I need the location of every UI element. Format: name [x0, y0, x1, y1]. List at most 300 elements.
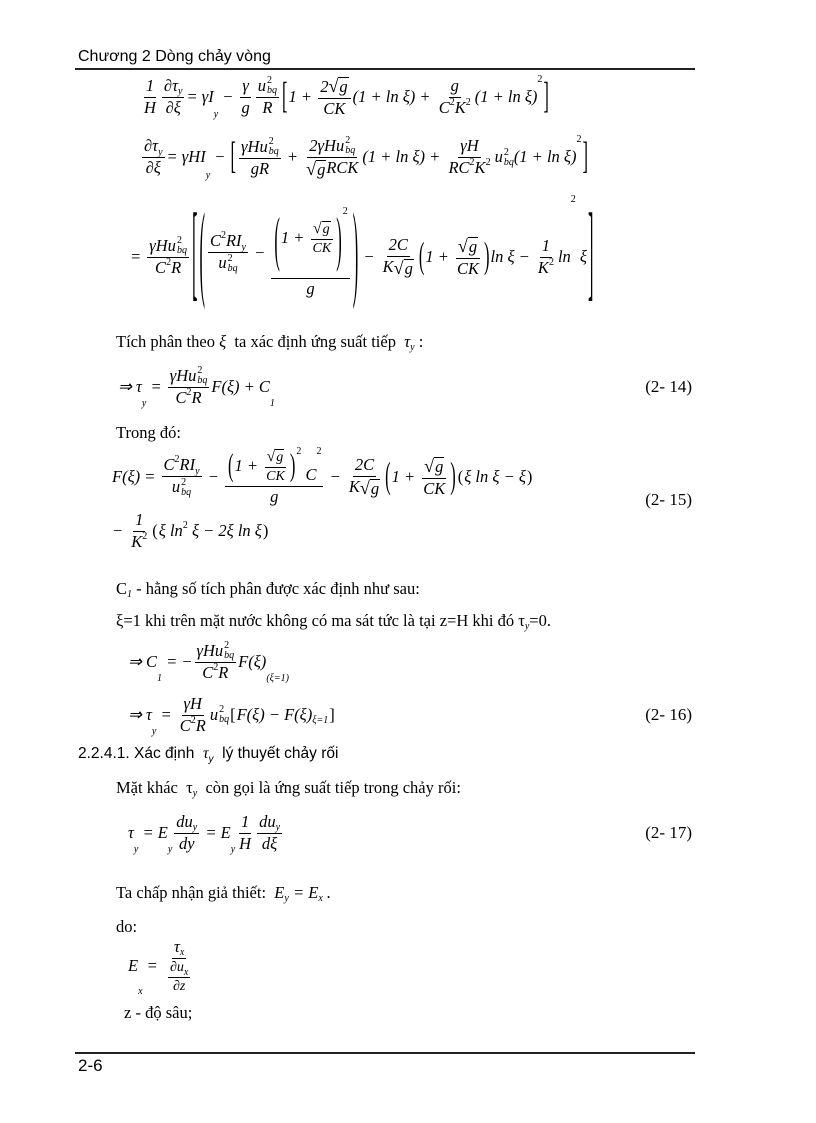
- math-text: ∂u: [169, 959, 184, 975]
- equation: [130, 189, 692, 319]
- bracket-content: [237, 706, 329, 725]
- math-text: C: [301, 464, 317, 484]
- sqrt-radicand: [434, 457, 444, 477]
- math-text: ∂ξ: [165, 97, 181, 117]
- math-text: K: [348, 476, 360, 496]
- math-bracket-group: [227, 448, 296, 485]
- math-text: 1 +: [391, 466, 420, 486]
- math-subscript: x: [183, 966, 189, 978]
- equation: [140, 133, 692, 182]
- fraction-denominator: [260, 834, 279, 854]
- math-text: F(ξ): [238, 651, 267, 671]
- math-supsub: [504, 148, 514, 168]
- math-supsub: [181, 478, 191, 498]
- math-fraction: [437, 77, 473, 118]
- math-text: τ: [128, 822, 134, 842]
- math-text: g: [435, 456, 444, 476]
- fraction-denominator: [536, 258, 556, 278]
- left-delimiter: (: [199, 189, 205, 313]
- math-subscript: y: [158, 146, 163, 158]
- right-delimiter: ): [289, 446, 296, 483]
- math-superscript: 2: [548, 256, 554, 268]
- math-fraction: [455, 236, 481, 279]
- math-fraction: [178, 695, 208, 736]
- math-text: du: [259, 812, 276, 831]
- bracket-content: [234, 448, 288, 485]
- fraction-numerator: [147, 236, 189, 258]
- equation-line: [116, 918, 692, 937]
- math-text: −: [112, 520, 128, 540]
- math-text: K: [474, 158, 486, 178]
- math-bracket-group: [281, 73, 550, 119]
- math-subscript: y: [241, 241, 246, 253]
- equation-line: [140, 73, 692, 121]
- math-text: H: [239, 833, 252, 853]
- equation-number: (2- 17): [645, 823, 692, 843]
- sqrt-radicand: [322, 221, 331, 238]
- fraction-numerator: [449, 77, 461, 98]
- math-fraction: [208, 232, 248, 274]
- math-fraction: [174, 813, 199, 854]
- math-superscript: 2: [485, 157, 491, 169]
- math-text: ξ: [575, 246, 587, 266]
- math-text: −: [210, 147, 230, 167]
- math-bracket-group: [230, 133, 589, 180]
- math-superscript: 2: [227, 253, 233, 265]
- right-delimiter: ]: [543, 73, 549, 117]
- fraction-denominator: [249, 159, 271, 179]
- math-sqrt: [360, 478, 380, 499]
- equation: [118, 366, 692, 408]
- math-fraction: [168, 366, 210, 408]
- math-text: =: [146, 376, 166, 396]
- left-delimiter: [: [230, 704, 236, 724]
- math-subscript: y: [195, 465, 200, 477]
- math-text: −: [325, 466, 345, 486]
- math-text: C: [438, 97, 450, 117]
- equation-line: [78, 745, 692, 763]
- equation: [128, 813, 692, 854]
- math-fraction: [225, 448, 323, 507]
- math-fraction: [240, 77, 252, 118]
- text-run: C: [116, 579, 128, 598]
- math-text: E: [274, 883, 285, 902]
- fraction-denominator: [304, 158, 360, 180]
- bracket-content: [281, 208, 335, 277]
- fraction-numerator: [239, 137, 281, 159]
- fraction-numerator: [265, 448, 286, 468]
- fraction-denominator: [240, 98, 252, 118]
- math-text: = E: [138, 822, 168, 842]
- fraction-denominator: [421, 479, 447, 499]
- math-sqrt: [328, 76, 348, 97]
- fraction-denominator: [177, 834, 197, 854]
- math-superscript: 2: [186, 387, 192, 398]
- fraction-denominator: [200, 663, 230, 683]
- text-run: Trong đó:: [116, 423, 181, 442]
- math-superscript: 2: [190, 714, 196, 726]
- sqrt-radicand: [275, 449, 284, 466]
- fraction-denominator: [455, 259, 481, 279]
- math-subscript: y: [141, 398, 147, 410]
- math-superscript: 2: [166, 257, 172, 269]
- fraction-denominator: [446, 158, 492, 178]
- math-subscript: bq: [503, 156, 514, 168]
- math-text: g: [339, 76, 348, 96]
- left-delimiter: (: [385, 453, 391, 497]
- text-run: - hằng số tích phân được xác định như sau:: [132, 579, 420, 598]
- math-superscript: 2: [268, 135, 274, 147]
- fraction-denominator: [178, 716, 208, 736]
- text-run: ta xác định ứng suất tiếp: [226, 332, 405, 351]
- math-text: CK: [312, 240, 332, 256]
- math-superscript: 2: [182, 519, 188, 531]
- math-bracket-group: [198, 189, 359, 319]
- math-text: γH: [460, 136, 479, 156]
- equation-line: [112, 511, 692, 552]
- math-supsub: [345, 136, 355, 156]
- math-fraction: [264, 448, 287, 485]
- math-text: ln ξ −: [490, 246, 534, 266]
- fraction-denominator: [321, 99, 347, 119]
- left-delimiter: (: [418, 233, 425, 277]
- math-subscript: 1: [156, 673, 162, 685]
- math-superscript: 2: [267, 75, 273, 87]
- math-superscript: 2: [219, 704, 225, 716]
- math-fraction: [162, 77, 185, 118]
- math-text: K: [454, 97, 466, 117]
- math-fraction: [536, 237, 556, 278]
- paragraph: [116, 612, 692, 631]
- math-fraction: [304, 136, 360, 180]
- text-run: :: [414, 332, 424, 351]
- math-text: (1 + ln ξ): [474, 86, 538, 106]
- fraction-denominator: [173, 388, 203, 408]
- math-superscript: 2: [342, 206, 348, 217]
- math-fraction: [195, 641, 237, 683]
- math-supsub: [224, 641, 234, 661]
- math-fraction: [237, 813, 253, 854]
- math-text: du: [176, 812, 193, 831]
- sqrt-radicand: [468, 237, 478, 257]
- math-text: gR: [250, 158, 270, 178]
- paragraph: [116, 424, 692, 443]
- paragraph: [116, 580, 692, 599]
- math-text: C: [179, 715, 191, 735]
- math-subscript: bq: [267, 85, 278, 97]
- equation-line: [128, 695, 692, 736]
- math-text: (1 + ln ξ) +: [362, 147, 445, 167]
- math-text: ∂ξ: [145, 158, 161, 178]
- math-sqrt: [306, 159, 326, 180]
- math-superscript: 2: [174, 454, 180, 466]
- right-delimiter: ): [450, 453, 456, 497]
- math-text: ⇒ C: [128, 651, 157, 671]
- math-superscript: 2: [537, 74, 543, 85]
- equation: [112, 448, 692, 552]
- fraction-numerator: [195, 641, 237, 663]
- math-subscript: y: [192, 788, 198, 800]
- math-supsub: [219, 705, 229, 725]
- fraction-denominator: [164, 98, 183, 118]
- math-text: 1: [145, 75, 155, 95]
- math-text: −: [359, 246, 379, 266]
- math-subscript: bq: [219, 714, 230, 726]
- math-subscript: ξ=1: [312, 715, 329, 727]
- section-heading: [78, 745, 692, 763]
- math-text: CK: [323, 98, 346, 118]
- math-text: K: [537, 257, 549, 277]
- equation-number: (2- 15): [645, 489, 692, 509]
- fraction-denominator: [304, 279, 316, 299]
- right-delimiter: ]: [587, 189, 594, 313]
- sqrt-radicand: [370, 479, 380, 499]
- bracket-content: [158, 519, 262, 541]
- right-delimiter: ): [484, 233, 490, 277]
- paragraph: [124, 1004, 692, 1023]
- math-text: C: [163, 455, 175, 475]
- math-text: u: [171, 477, 181, 497]
- math-sqrt: [458, 236, 478, 257]
- math-text: RI: [225, 231, 242, 251]
- math-text: ξ: [219, 332, 227, 351]
- fraction-denominator: [264, 468, 287, 485]
- equation-line: [140, 133, 692, 182]
- math-superscript: 2: [197, 365, 203, 376]
- math-text: F(ξ) =: [112, 466, 160, 486]
- math-fraction: [421, 456, 447, 499]
- fraction-numerator: [168, 366, 210, 388]
- math-text: F(ξ) + C: [211, 376, 270, 396]
- math-fraction: [446, 137, 492, 178]
- math-supsub: [267, 76, 277, 96]
- math-sqrt: [394, 258, 414, 279]
- math-bracket-group: [191, 189, 595, 319]
- math-fraction: [257, 813, 282, 854]
- math-fraction: [147, 236, 189, 278]
- right-delimiter: ]: [329, 704, 335, 724]
- math-bracket-group: [418, 233, 491, 279]
- equation-line: [116, 333, 692, 352]
- fraction-denominator: [216, 253, 239, 274]
- math-text: CK: [456, 258, 479, 278]
- math-text: 1: [240, 812, 250, 831]
- fraction-numerator: [133, 511, 145, 532]
- left-delimiter: (: [227, 446, 234, 483]
- math-text: ∂z: [172, 979, 186, 995]
- math-text: ξ ln: [158, 520, 183, 540]
- math-superscript: 2: [224, 640, 230, 651]
- math-superscript: 2: [142, 530, 148, 542]
- math-text: 1: [541, 235, 551, 255]
- equation: [140, 73, 692, 121]
- math-superscript: 2: [220, 230, 226, 242]
- math-text: C: [209, 231, 221, 251]
- left-delimiter: [: [282, 73, 288, 117]
- math-fraction: [239, 137, 281, 179]
- fraction-numerator: [162, 77, 185, 98]
- page-number: 2-6: [78, 1056, 103, 1075]
- math-text: g: [450, 75, 459, 95]
- equation-line: [116, 424, 692, 443]
- fraction-denominator: [311, 240, 334, 257]
- math-text: g: [317, 159, 326, 179]
- math-superscript: 2: [316, 446, 322, 457]
- math-text: 2γHu: [309, 136, 345, 156]
- math-text: C: [202, 663, 214, 682]
- math-supsub: [228, 254, 238, 274]
- equation-line: [130, 189, 692, 319]
- math-text: τ: [404, 332, 411, 351]
- math-text: F(ξ) − F(ξ): [236, 704, 313, 724]
- equation: [128, 695, 692, 736]
- equation-line: [116, 779, 692, 798]
- math-text: 1 +: [425, 246, 453, 266]
- math-text: C: [175, 388, 187, 407]
- math-text: CK: [423, 478, 446, 498]
- math-text: 2C: [388, 234, 408, 254]
- fraction-numerator: [307, 136, 357, 158]
- left-delimiter: (: [457, 466, 464, 486]
- fraction-denominator: [129, 532, 149, 552]
- fraction-numerator: [422, 456, 446, 479]
- sqrt-radical-icon: √: [359, 477, 370, 498]
- math-superscript: 2: [176, 235, 182, 247]
- equation: [128, 938, 692, 995]
- math-text: = E: [288, 883, 319, 902]
- fraction-numerator: [162, 456, 202, 477]
- math-text: g: [276, 449, 284, 465]
- paragraph: [116, 333, 692, 352]
- fraction-numerator: [208, 232, 248, 253]
- math-subscript: bq: [176, 245, 187, 257]
- math-text: 1 +: [234, 455, 263, 475]
- math-text: g: [241, 97, 250, 117]
- math-sqrt: [313, 220, 330, 238]
- math-text: ⇒ τ: [128, 704, 152, 724]
- math-text: = γHI: [166, 147, 206, 167]
- math-subscript: bq: [224, 650, 235, 661]
- math-subscript: y: [524, 621, 530, 633]
- math-text: R: [218, 663, 229, 682]
- fraction-denominator: [437, 98, 473, 118]
- text-run: Mặt khác τ: [116, 778, 193, 797]
- fraction-denominator: [260, 98, 274, 118]
- equation-line: [128, 813, 692, 854]
- math-subscript: y: [167, 844, 173, 856]
- text-run: =0.: [529, 611, 551, 630]
- math-bracket-group: [151, 519, 269, 541]
- math-text: γH: [183, 694, 202, 713]
- math-text: ln: [557, 246, 571, 266]
- math-fraction: [381, 236, 416, 279]
- math-subscript: y: [284, 893, 289, 905]
- math-subscript: y: [208, 754, 214, 765]
- math-text: C: [155, 258, 167, 278]
- math-text: g: [306, 278, 315, 298]
- math-text: +: [282, 147, 303, 167]
- math-subscript: 1: [269, 398, 275, 410]
- fraction-numerator: [239, 813, 251, 834]
- math-supsub: [269, 137, 279, 157]
- bracket-content: [425, 236, 483, 279]
- math-text: ξ − 2ξ ln ξ: [187, 520, 262, 540]
- math-bracket-group: [384, 453, 457, 499]
- math-fraction: [318, 76, 350, 119]
- equation-line: [124, 1004, 692, 1023]
- equation-number: (2- 14): [645, 376, 692, 396]
- math-subscript: y: [192, 822, 198, 834]
- math-superscript: 2: [345, 135, 351, 146]
- math-text: −: [249, 242, 270, 262]
- fraction-denominator: [171, 978, 187, 995]
- text-run: còn gọi là ứng suất tiếp trong chảy rối:: [197, 778, 461, 797]
- fraction-denominator: [237, 834, 253, 854]
- math-text: u: [209, 704, 219, 724]
- sqrt-radical-icon: √: [266, 448, 276, 465]
- math-sqrt: [424, 456, 444, 477]
- sqrt-radicand: [404, 259, 414, 279]
- equation-line: [128, 938, 692, 995]
- math-superscript: 2: [181, 477, 187, 489]
- math-superscript: 2: [570, 194, 576, 205]
- text-run: Ta chấp nhận giả thiết:: [116, 883, 275, 902]
- math-text: 2: [320, 76, 329, 96]
- fraction-numerator: [182, 695, 204, 716]
- sqrt-radical-icon: √: [328, 76, 339, 96]
- math-subscript: bq: [197, 375, 208, 386]
- math-text: 2C: [354, 454, 375, 474]
- text-run: 2.2.4.1. Xác định: [78, 745, 203, 762]
- math-text: =: [156, 704, 176, 724]
- fraction-numerator: [225, 448, 323, 487]
- math-text: γ: [242, 75, 249, 95]
- header-rule: [75, 68, 695, 70]
- math-text: ⇒ τ: [118, 376, 142, 396]
- equation-line: [112, 448, 692, 507]
- right-delimiter: ): [336, 204, 342, 274]
- math-subscript: x: [318, 893, 323, 905]
- fraction-numerator: [456, 236, 480, 259]
- math-subscript: x: [138, 985, 143, 997]
- bracket-content: [198, 189, 587, 319]
- fraction-denominator: [170, 477, 193, 498]
- math-fraction: [347, 456, 382, 499]
- math-superscript: 2: [469, 157, 475, 169]
- text-run: Tích phân theo: [116, 332, 220, 351]
- equation: [128, 641, 692, 683]
- fraction-denominator: [142, 98, 158, 118]
- math-fraction: [311, 220, 334, 257]
- fraction-numerator: [257, 813, 282, 834]
- math-text: R: [195, 715, 206, 735]
- math-text: 1 +: [288, 86, 317, 106]
- math-text: −: [218, 86, 238, 106]
- math-text: =: [130, 246, 146, 266]
- math-superscript: 2: [449, 96, 455, 108]
- fraction-numerator: [168, 960, 190, 978]
- math-superscript: 2: [503, 146, 509, 158]
- math-text: τ: [173, 937, 180, 956]
- sqrt-radical-icon: √: [393, 257, 404, 278]
- math-text: dξ: [261, 833, 278, 853]
- right-delimiter: ): [262, 520, 269, 540]
- right-delimiter: ]: [582, 133, 588, 178]
- paragraph: [116, 884, 692, 903]
- math-text: R: [262, 98, 273, 118]
- sqrt-radical-icon: √: [313, 220, 322, 237]
- math-fraction: [142, 77, 158, 118]
